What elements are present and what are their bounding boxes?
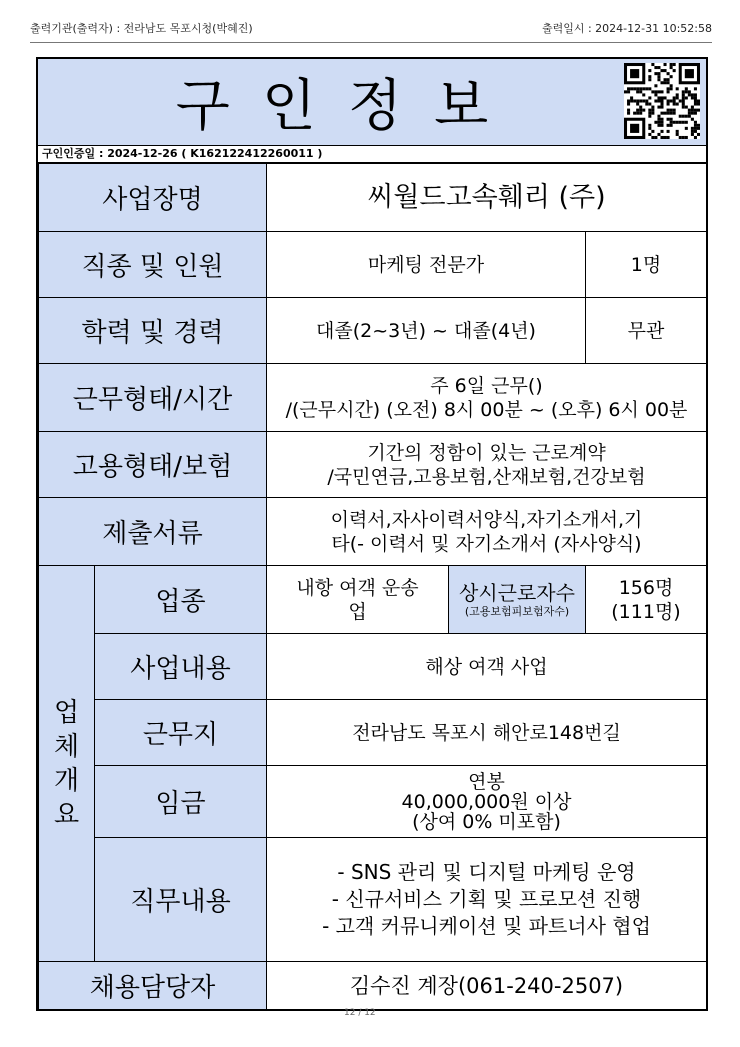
wage-bonus: (상여 0% 미포함) [412, 810, 561, 833]
documents-value [267, 498, 707, 566]
industry-value-line-1: 내항 여객 운송 [296, 576, 419, 599]
job-value: 마케팅 전문가 [267, 232, 586, 298]
company-value: 씨월드고속훼리 (주) [267, 164, 707, 232]
page-number: 12 / 12 [344, 1008, 376, 1018]
certification-line: 구인인증일 : 2024-12-26 ( K162122412260011 ) [38, 145, 706, 163]
row-employment [39, 432, 707, 498]
workers-label-main: 상시근로자수 [459, 580, 575, 605]
row-location [39, 700, 707, 766]
job-count: 1명 [586, 232, 707, 298]
employment-label: 고용형태/보험 [39, 432, 267, 498]
contact-value: 김수진 계장(061-240-2507) [267, 962, 707, 1010]
workers-value [586, 566, 707, 634]
career-value: 무관 [586, 298, 707, 364]
job-posting-form [36, 57, 708, 1011]
duties-label: 직무내용 [95, 838, 267, 962]
documents-label: 제출서류 [39, 498, 267, 566]
workers-label [449, 566, 586, 634]
workers-label-sub: (고용보험피보험자수) [464, 604, 570, 618]
workers-insured: (111명) [611, 600, 681, 623]
documents-line-1: 이력서,자사이력서양식,자기소개서,기 [330, 508, 643, 531]
wage-value [267, 766, 707, 838]
issuer-text: 출력기관(출력자) : 전라남도 목포시청(박혜진) [30, 22, 253, 35]
row-contact [39, 962, 707, 1010]
side-char: 개 [53, 765, 80, 796]
row-job [39, 232, 707, 298]
title-area [38, 59, 706, 145]
employment-value [267, 432, 707, 498]
education-label: 학력 및 경력 [39, 298, 267, 364]
overview-side-label [39, 566, 95, 962]
row-work-type [39, 364, 707, 432]
wage-type: 연봉 [468, 770, 505, 793]
industry-value [267, 566, 449, 634]
wage-label: 임금 [95, 766, 267, 838]
contract-type: 기간의 정함이 있는 근로계약 [367, 441, 606, 464]
row-industry [39, 566, 707, 634]
location-value: 전라남도 목포시 해안로148번길 [267, 700, 707, 766]
duty-item: - 신규서비스 기획 및 프로모션 진행 [331, 887, 642, 911]
header-rule [30, 42, 712, 43]
printed-at-text: 출력일시 : 2024-12-31 10:52:58 [541, 22, 712, 35]
duty-item: - SNS 관리 및 디지털 마케팅 운영 [337, 860, 636, 884]
business-label: 사업내용 [95, 634, 267, 700]
wage-amount: 40,000,000원 이상 [401, 790, 572, 813]
work-type-label: 근무형태/시간 [39, 364, 267, 432]
contact-label: 채용담당자 [39, 962, 267, 1010]
company-label: 사업장명 [39, 164, 267, 232]
business-value: 해상 여객 사업 [267, 634, 707, 700]
work-hours: /(근무시간) (오전) 8시 00분 ~ (오후) 6시 00분 [285, 398, 688, 421]
education-value: 대졸(2~3년) ~ 대졸(4년) [267, 298, 586, 364]
row-education [39, 298, 707, 364]
industry-label: 업종 [95, 566, 267, 634]
info-table [38, 163, 707, 1010]
insurance-list: /국민연금,고용보험,산재보험,건강보험 [327, 465, 646, 488]
workers-total: 156명 [618, 576, 674, 599]
side-char: 업 [53, 697, 80, 728]
row-company [39, 164, 707, 232]
qr-code-icon [624, 63, 700, 139]
side-char: 요 [53, 799, 80, 830]
location-label: 근무지 [95, 700, 267, 766]
industry-value-line-2: 업 [348, 600, 367, 623]
documents-line-2: 타(- 이력서 및 자기소개서 (자사양식) [331, 532, 642, 555]
page-title: 구인정보 [175, 74, 521, 139]
duty-item: - 고객 커뮤니케이션 및 파트너사 협업 [322, 914, 651, 938]
job-label: 직종 및 인원 [39, 232, 267, 298]
duties-value [267, 838, 707, 962]
row-wage [39, 766, 707, 838]
row-documents [39, 498, 707, 566]
work-days: 주 6일 근무() [430, 374, 543, 397]
work-type-value [267, 364, 707, 432]
row-duties [39, 838, 707, 962]
row-business [39, 634, 707, 700]
side-char: 체 [53, 731, 80, 762]
